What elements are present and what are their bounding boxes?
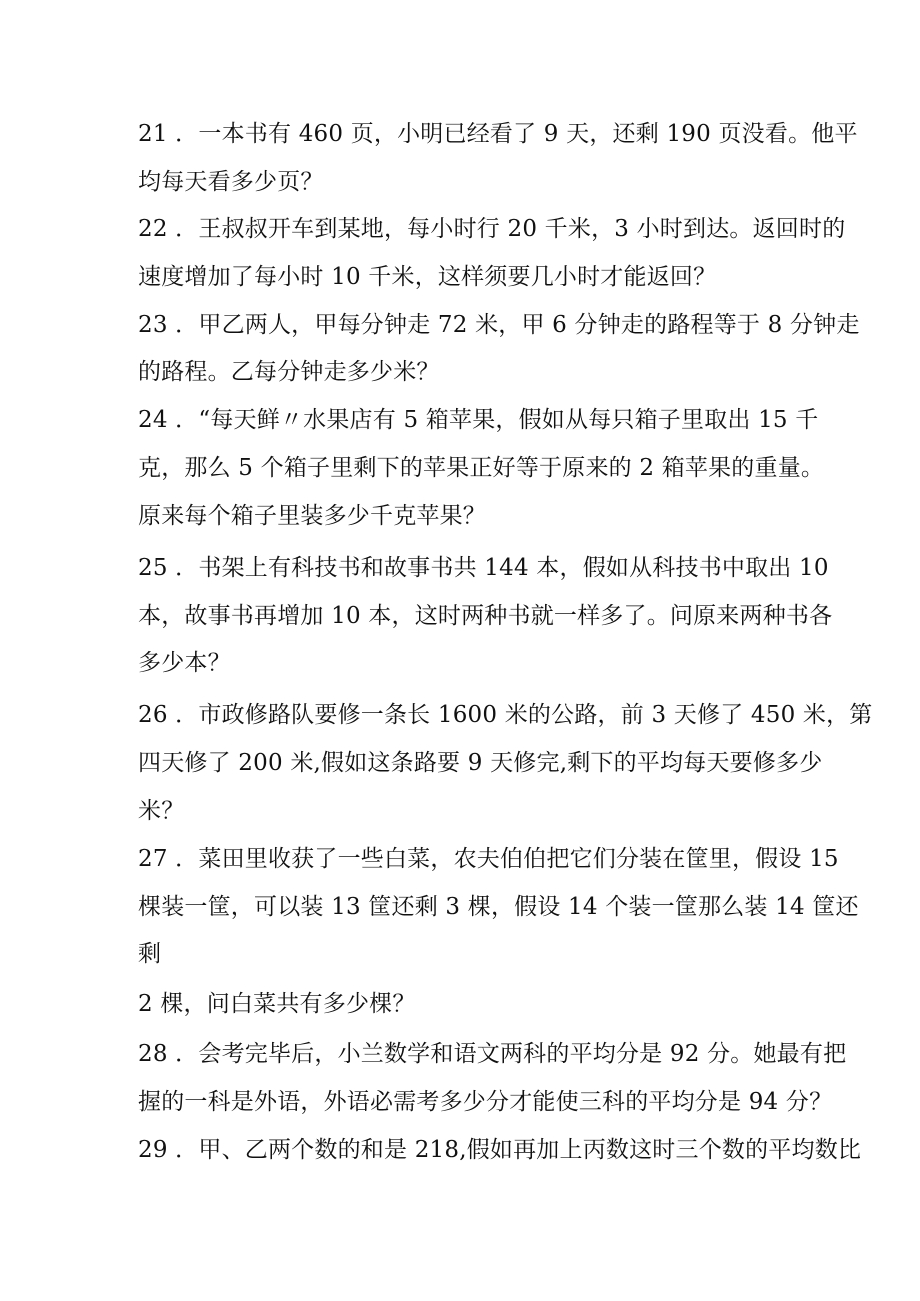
problem-22-line-1: 22 ．王叔叔开车到某地，每小时行 20 千米，3 小时到达。返回时的	[138, 216, 846, 242]
problem-24-line-1: 24 ．“每天鲜〃水果店有 5 箱苹果，假如从每只箱子里取出 15 千	[138, 407, 819, 433]
problem-27-line-1: 27 ．菜田里收获了一些白菜，农夫伯伯把它们分装在筐里，假设 15	[138, 846, 839, 872]
problem-27-line-3: 剩	[138, 941, 162, 967]
problem-25-line-3: 多少本？	[138, 650, 231, 676]
problem-26-line-3: 米？	[138, 798, 185, 824]
problem-23-line-1: 23 ．甲乙两人，甲每分钟走 72 米，甲 6 分钟走的路程等于 8 分钟走	[138, 312, 860, 338]
problem-22-line-2: 速度增加了每小时 10 千米，这样须要几小时才能返回？	[138, 264, 717, 290]
problem-28-line-1: 28 ．会考完毕后，小兰数学和语文两科的平均分是 92 分。她最有把	[138, 1041, 847, 1067]
problem-28-line-2: 握的一科是外语，外语必需考多少分才能使三科的平均分是 94 分？	[138, 1089, 833, 1115]
problem-24-line-2: 克，那么 5 个箱子里剩下的苹果正好等于原来的 2 箱苹果的重量。	[138, 455, 825, 481]
problem-27-line-4: 2 棵，问白菜共有多少棵？	[138, 991, 416, 1017]
problem-21-line-2: 均每天看多少页？	[138, 169, 324, 195]
problem-25-line-2: 本，故事书再增加 10 本，这时两种书就一样多了。问原来两种书各	[138, 603, 833, 629]
problem-26-line-2: 四天修了 200 米,假如这条路要 9 天修完,剩下的平均每天要修多少	[138, 750, 823, 776]
problem-27-line-2: 棵装一筐，可以装 13 筐还剩 3 棵，假设 14 个装一筐那么装 14 筐还	[138, 894, 859, 920]
problem-23-line-2: 的路程。乙每分钟走多少米？	[138, 359, 440, 385]
problem-24-line-3: 原来每个箱子里装多少千克苹果？	[138, 503, 486, 529]
problem-21-line-1: 21 ．一本书有 460 页，小明已经看了 9 天，还剩 190 页没看。他平	[138, 121, 858, 147]
problem-26-line-1: 26 ．市政修路队要修一条长 1600 米的公路，前 3 天修了 450 米，第	[138, 702, 873, 728]
problem-29-line-1: 29 ．甲、乙两个数的和是 218,假如再加上丙数这时三个数的平均数比	[138, 1137, 862, 1163]
problem-25-line-1: 25 ．书架上有科技书和故事书共 144 本，假如从科技书中取出 10	[138, 555, 829, 581]
